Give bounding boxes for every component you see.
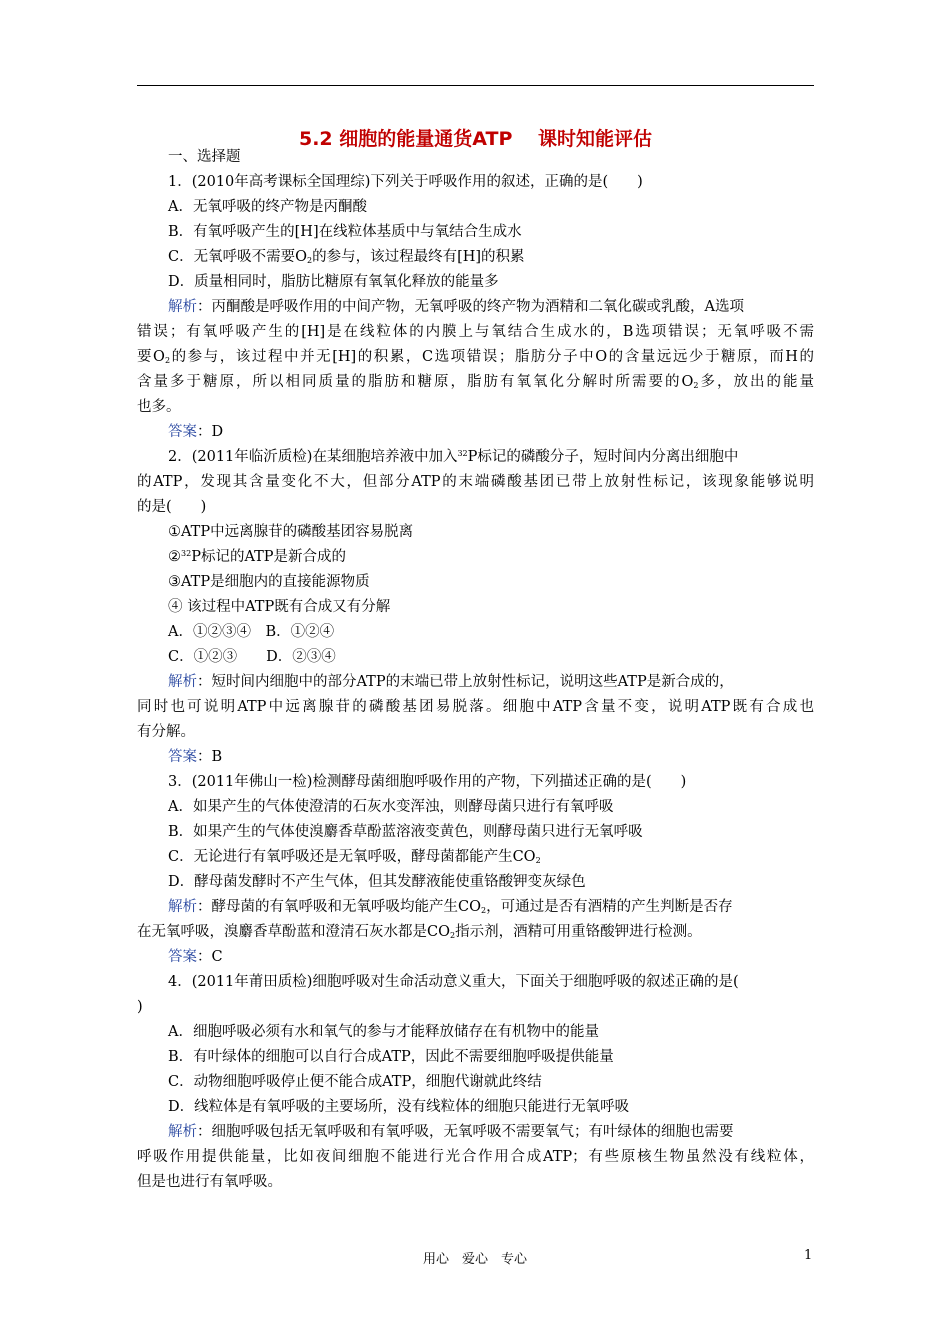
q1-option-d: D．质量相同时，脂肪比糖原有氧氧化释放的能量多 [168,274,499,290]
analysis-label: 解析 [168,899,197,915]
q4-option-a: A．细胞呼吸必须有水和氧气的参与才能释放储存在有机物中的能量 [168,1024,599,1040]
q4-option-b: B．有叶绿体的细胞可以自行合成ATP，因此不需要细胞呼吸提供能量 [168,1049,614,1065]
q1-analysis-line: 也多。 [137,399,181,415]
q2-analysis: 解析：短时间内细胞中的部分ATP的末端已带上放射性标记，说明这些ATP是新合成的， [168,674,734,690]
q1-option-b: B．有氧呼吸产生的[H]在线粒体基质中与氧结合生成水 [168,224,522,240]
q2-item-3: ③ATP是细胞内的直接能源物质 [168,574,370,590]
q2-answer: 答案：B [168,749,223,765]
q3-analysis-line: 在无氧呼吸，溴麝香草酚蓝和澄清石灰水都是$CO_2$指示剂，酒精可用重铬酸钾进行检测。 [137,924,702,940]
q3-answer: 答案：C [168,949,223,965]
q3-option-d: D．酵母菌发酵时不产生气体，但其发酵液能使重铬酸钾变灰绿色 [168,874,586,890]
q4-option-c: C．动物细胞呼吸停止便不能合成ATP，细胞代谢就此终结 [168,1074,542,1090]
q4-stem-line: ) [137,999,143,1015]
page-title: 5.2 细胞的能量通货ATP 课时知能评估 [298,128,652,150]
analysis-label: 解析 [168,1124,197,1140]
q1-analysis: 解析：丙酮酸是呼吸作用的中间产物，无氧呼吸的终产物为酒精和二氧化碳或乳酸，A选项 [168,299,744,315]
q2-stem: 2．(2011年临沂质检)在某细胞培养液中加入$^{32}$P标记的磷酸分子，短时间内分离出细胞中 [168,449,739,465]
q4-option-d: D．线粒体是有氧呼吸的主要场所，没有线粒体的细胞只能进行无氧呼吸 [168,1099,630,1115]
q2-analysis-line: 同时也可说明ATP中远离腺苷的磷酸基团易脱落。细胞中ATP含量不变，说明ATP既有合成也 [137,699,814,715]
section-heading: 一、选择题 [168,149,241,165]
q2-item-1: ①ATP中远离腺苷的磷酸基团容易脱离 [168,524,414,540]
q4-analysis: 解析：细胞呼吸包括无氧呼吸和有氧呼吸，无氧呼吸不需要氧气；有叶绿体的细胞也需要 [168,1124,734,1140]
q1-analysis-line: 错误；有氧呼吸产生的[H]是在线粒体的内膜上与氧结合生成水的，B选项错误；无氧呼吸不需 [137,324,814,340]
q3-option-b: B．如果产生的气体使溴麝香草酚蓝溶液变黄色，则酵母菌只进行无氧呼吸 [168,824,643,840]
q1-answer: 答案：D [168,424,224,440]
q2-options-cd: C．①②③ D．②③④ [168,649,336,665]
answer-label: 答案 [168,424,197,440]
q2-analysis-line: 有分解。 [137,724,195,740]
q1-analysis-line: 要$O_2$的参与，该过程中并无[H]的积累，C选项错误；脂肪分子中O的含量远远少于糖原，而H的 [137,349,814,365]
q1-analysis-line: 含量多于糖原，所以相同质量的脂肪和糖原，脂肪有氧氧化分解时所需要的$O_2$多，放出的能量 [137,374,815,390]
analysis-label: 解析 [168,299,197,315]
page-footer: 用心 爱心 专心 [422,1252,527,1267]
answer-label: 答案 [168,749,197,765]
analysis-label: 解析 [168,674,197,690]
q4-analysis-line: 但是也进行有氧呼吸。 [137,1174,282,1190]
q2-item-2: ②$^{32}$P标记的ATP是新合成的 [168,549,347,565]
q2-stem-line: 的是( ) [137,499,207,515]
q1-option-c: C．无氧呼吸不需要$O_2$的参与，该过程最终有[H]的积累 [168,249,525,265]
q3-option-a: A．如果产生的气体使澄清的石灰水变浑浊，则酵母菌只进行有氧呼吸 [168,799,614,815]
q2-options-ab: A．①②③④ B．①②④ [168,624,335,640]
q1-option-a: A．无氧呼吸的终产物是丙酮酸 [168,199,367,215]
header-rule [137,85,814,86]
q3-option-c: C．无论进行有氧呼吸还是无氧呼吸，酵母菌都能产生$CO_2$ [168,849,541,865]
answer-label: 答案 [168,949,197,965]
page-number: 1 [804,1248,813,1263]
q2-item-4: ④ 该过程中ATP既有合成又有分解 [168,599,391,615]
q4-analysis-line: 呼吸作用提供能量，比如夜间细胞不能进行光合作用合成ATP；有些原核生物虽然没有线粒体， [137,1149,814,1165]
q3-analysis: 解析：酵母菌的有氧呼吸和无氧呼吸均能产生$CO_2$，可通过是否有酒精的产生判断是否存 [168,899,733,915]
q1-stem: 1．(2010年高考课标全国理综)下列关于呼吸作用的叙述，正确的是( ) [168,174,643,190]
q3-stem: 3．(2011年佛山一检)检测酵母菌细胞呼吸作用的产物，下列描述正确的是( ) [168,774,687,790]
q4-stem: 4．(2011年莆田质检)细胞呼吸对生命活动意义重大，下面关于细胞呼吸的叙述正确的是( [168,974,739,990]
q2-stem-line: 的ATP，发现其含量变化不大，但部分ATP的末端磷酸基团已带上放射性标记，该现象能够说明 [137,474,814,490]
